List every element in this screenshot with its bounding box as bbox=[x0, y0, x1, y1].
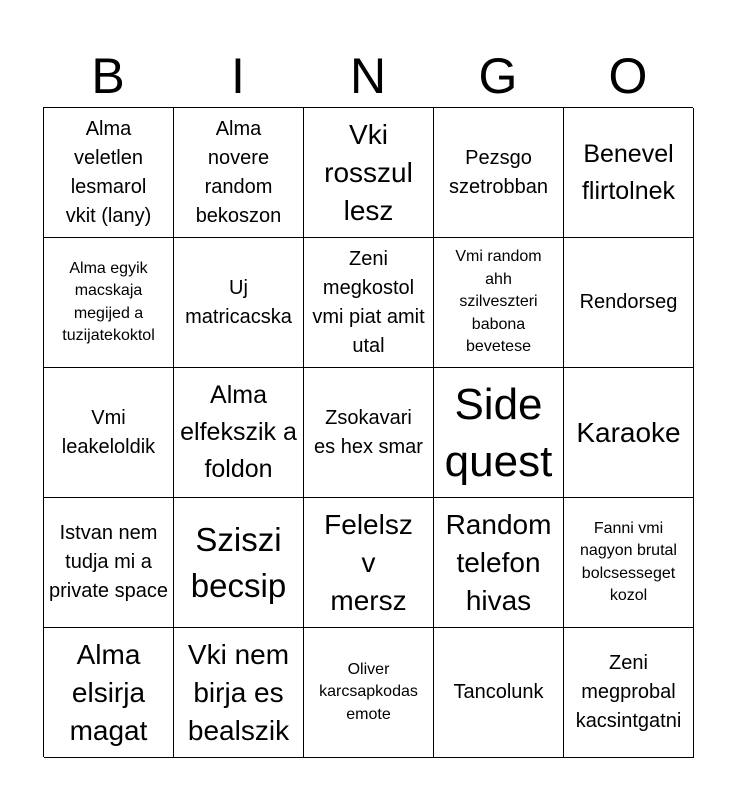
header-letter-i: I bbox=[231, 48, 245, 104]
bingo-cell[interactable] bbox=[174, 238, 304, 368]
bingo-cell[interactable] bbox=[564, 108, 694, 238]
cell-text: Vki rosszul lesz bbox=[324, 118, 413, 226]
cell-text: Alma elfekszik a foldon bbox=[180, 381, 297, 483]
bingo-cell[interactable] bbox=[564, 238, 694, 368]
cell-text: Pezsgo szetrobban bbox=[449, 146, 548, 198]
cell-text: Istvan nem tudja mi a private space bbox=[49, 522, 168, 602]
cell-text: Fanni vmi nagyon brutal bolcsesseget kozol bbox=[580, 519, 677, 604]
cell-text: Vki nem birja es bealszik bbox=[187, 638, 290, 746]
bingo-cell[interactable] bbox=[304, 238, 434, 368]
bingo-cell[interactable] bbox=[434, 368, 564, 498]
header-letter-b: B bbox=[91, 48, 125, 104]
cell-text: Alma egyik macskaja megijed a tuzijatekoktol bbox=[62, 259, 155, 344]
bingo-cell[interactable] bbox=[174, 498, 304, 628]
bingo-cell[interactable] bbox=[304, 628, 434, 758]
bingo-cell[interactable] bbox=[434, 628, 564, 758]
cell-text: Zeni megprobal kacsintgatni bbox=[575, 652, 682, 732]
bingo-cell[interactable] bbox=[44, 108, 174, 238]
cell-text: Felelsz v mersz bbox=[324, 508, 413, 616]
bingo-cell[interactable] bbox=[434, 238, 564, 368]
bingo-cell[interactable] bbox=[44, 628, 174, 758]
cell-text: Vmi random ahh szilveszteri babona bevetese bbox=[455, 248, 542, 356]
cell-text: Random telefon hivas bbox=[445, 508, 552, 616]
bingo-cell[interactable] bbox=[564, 498, 694, 628]
cell-text: Vmi leakeloldik bbox=[61, 406, 156, 458]
cell-text: Alma elsirja magat bbox=[69, 638, 148, 746]
bingo-cell[interactable] bbox=[304, 368, 434, 498]
cell-text: Zeni megkostol vmi piat amit utal bbox=[312, 247, 425, 357]
bingo-cell[interactable] bbox=[434, 498, 564, 628]
bingo-cell[interactable] bbox=[564, 628, 694, 758]
header-letter-n: N bbox=[349, 48, 387, 104]
bingo-cell[interactable] bbox=[44, 498, 174, 628]
cell-text: Rendorseg bbox=[579, 291, 678, 313]
bingo-cell[interactable] bbox=[434, 108, 564, 238]
cell-text: Tancolunk bbox=[453, 681, 544, 703]
bingo-cell[interactable] bbox=[44, 238, 174, 368]
cell-text: Benevel flirtolnek bbox=[581, 139, 676, 205]
cell-text: Alma novere random bekoszon bbox=[195, 117, 282, 227]
bingo-cell[interactable] bbox=[304, 498, 434, 628]
bingo-cell[interactable] bbox=[174, 108, 304, 238]
header-letter-g: G bbox=[478, 48, 518, 104]
bingo-grid bbox=[43, 107, 693, 757]
cell-text: Zsokavari es hex smar bbox=[314, 406, 423, 458]
cell-text: Uj matricacska bbox=[185, 276, 292, 328]
cell-text: Sziszi becsip bbox=[190, 520, 287, 604]
bingo-cell[interactable] bbox=[174, 368, 304, 498]
cell-text: Alma veletlen lesmarol vkit (lany) bbox=[65, 117, 152, 227]
header-letter-o: O bbox=[608, 48, 648, 104]
cell-text: Side quest bbox=[444, 379, 553, 486]
cell-text: Karaoke bbox=[576, 416, 681, 448]
bingo-cell[interactable] bbox=[304, 108, 434, 238]
bingo-cell[interactable] bbox=[44, 368, 174, 498]
bingo-cell[interactable] bbox=[564, 368, 694, 498]
bingo-cell[interactable] bbox=[174, 628, 304, 758]
cell-text: Oliver karcsapkodas emote bbox=[319, 660, 418, 723]
bingo-header bbox=[43, 46, 693, 106]
